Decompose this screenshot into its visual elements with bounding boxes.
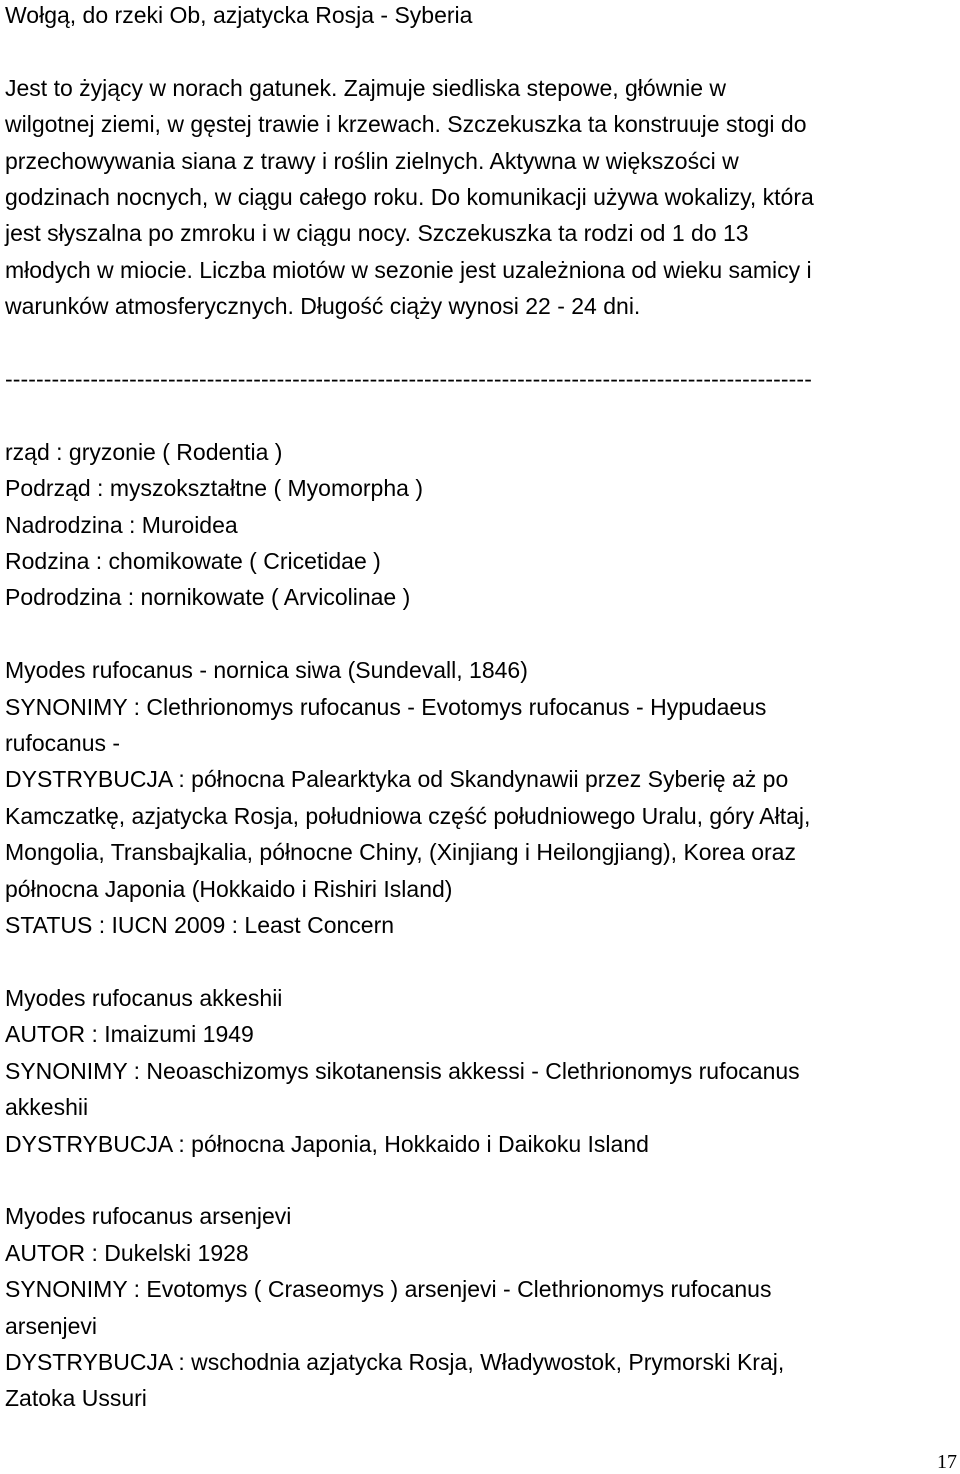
- species-line: północna Japonia (Hokkaido i Rishiri Island): [5, 875, 453, 902]
- subspecies-arsenjevi-block: [5, 1198, 955, 1416]
- species-line: STATUS : IUCN 2009 : Least Concern: [5, 912, 395, 939]
- species-block: [5, 652, 955, 943]
- paragraph-line: jest słyszalna po zmroku i w ciągu nocy. Szczekuszka ta rodzi od 1 do 13: [5, 220, 749, 247]
- species-line: Mongolia, Transbajkalia, północne Chiny, (Xinjiang i Heilongjiang), Korea oraz: [5, 839, 796, 866]
- subspecies-line: SYNONIMY : Neoaschizomys sikotanensis akkessi - Clethrionomys rufocanus: [5, 1057, 800, 1084]
- paragraph-line: młodych w miocie. Liczba miotów w sezonie jest uzależniona od wieku samicy i: [5, 256, 812, 283]
- subspecies-line: Myodes rufocanus arsenjevi: [5, 1203, 292, 1230]
- blank-line: [5, 397, 955, 433]
- taxonomy-block: [5, 434, 955, 616]
- subspecies-akkeshii-block: [5, 980, 955, 1162]
- paragraph-line: warunków atmosferycznych. Długość ciąży wynosi 22 - 24 dni.: [5, 293, 641, 320]
- blank-line: [5, 616, 955, 652]
- species-line: Kamczatkę, azjatycka Rosja, południowa część południowego Uralu, góry Ałtaj,: [5, 802, 811, 829]
- species-line: Myodes rufocanus - nornica siwa (Sundevall, 1846): [5, 657, 528, 684]
- subspecies-line: DYSTRYBUCJA : wschodnia azjatycka Rosja, Władywostok, Prymorski Kraj,: [5, 1348, 785, 1375]
- paragraph-line: godzinach nocnych, w ciągu całego roku. Do komunikacji używa wokalizy, która: [5, 184, 814, 211]
- blank-line: [5, 944, 955, 980]
- taxonomy-line: Podrodzina : nornikowate ( Arvicolinae ): [5, 584, 411, 611]
- paragraph-line: Jest to żyjący w norach gatunek. Zajmuje siedliska stepowe, głównie w: [5, 74, 727, 101]
- blank-line: [5, 33, 955, 69]
- document-page: [5, 0, 955, 1417]
- species-line: rufocanus -: [5, 730, 121, 757]
- subspecies-line: AUTOR : Imaizumi 1949: [5, 1021, 254, 1048]
- subspecies-line: SYNONIMY : Evotomys ( Craseomys ) arsenjevi - Clethrionomys rufocanus: [5, 1276, 772, 1303]
- species-line: DYSTRYBUCJA : północna Palearktyka od Skandynawii przez Syberię aż po: [5, 766, 789, 793]
- intro-line: Wołgą, do rzeki Ob, azjatycka Rosja - Syberia: [5, 2, 473, 28]
- taxonomy-line: rząd : gryzonie ( Rodentia ): [5, 438, 283, 465]
- subspecies-line: AUTOR : Dukelski 1928: [5, 1239, 249, 1266]
- blank-line: [5, 325, 955, 361]
- blank-line: [5, 1162, 955, 1198]
- species-line: SYNONIMY : Clethrionomys rufocanus - Evotomys rufocanus - Hypudaeus: [5, 693, 767, 720]
- subspecies-line: Zatoka Ussuri: [5, 1385, 147, 1412]
- subspecies-line: Myodes rufocanus akkeshii: [5, 984, 283, 1011]
- description-paragraph: [5, 70, 955, 325]
- taxonomy-line: Podrząd : myszokształtne ( Myomorpha ): [5, 475, 423, 502]
- paragraph-line: wilgotnej ziemi, w gęstej trawie i krzewach. Szczekuszka ta konstruuje stogi do: [5, 111, 807, 138]
- subspecies-line: arsenjevi: [5, 1312, 98, 1339]
- subspecies-line: akkeshii: [5, 1094, 89, 1121]
- page-number: 17: [937, 1451, 957, 1473]
- taxonomy-line: Nadrodzina : Muroidea: [5, 511, 238, 538]
- subspecies-line: DYSTRYBUCJA : północna Japonia, Hokkaido i Daikoku Island: [5, 1130, 649, 1157]
- dashed-separator: --------------------------------------------------------------------------------------------------------: [5, 366, 812, 393]
- taxonomy-line: Rodzina : chomikowate ( Cricetidae ): [5, 548, 381, 575]
- paragraph-line: przechowywania siana z trawy i roślin zielnych. Aktywna w większości w: [5, 147, 739, 174]
